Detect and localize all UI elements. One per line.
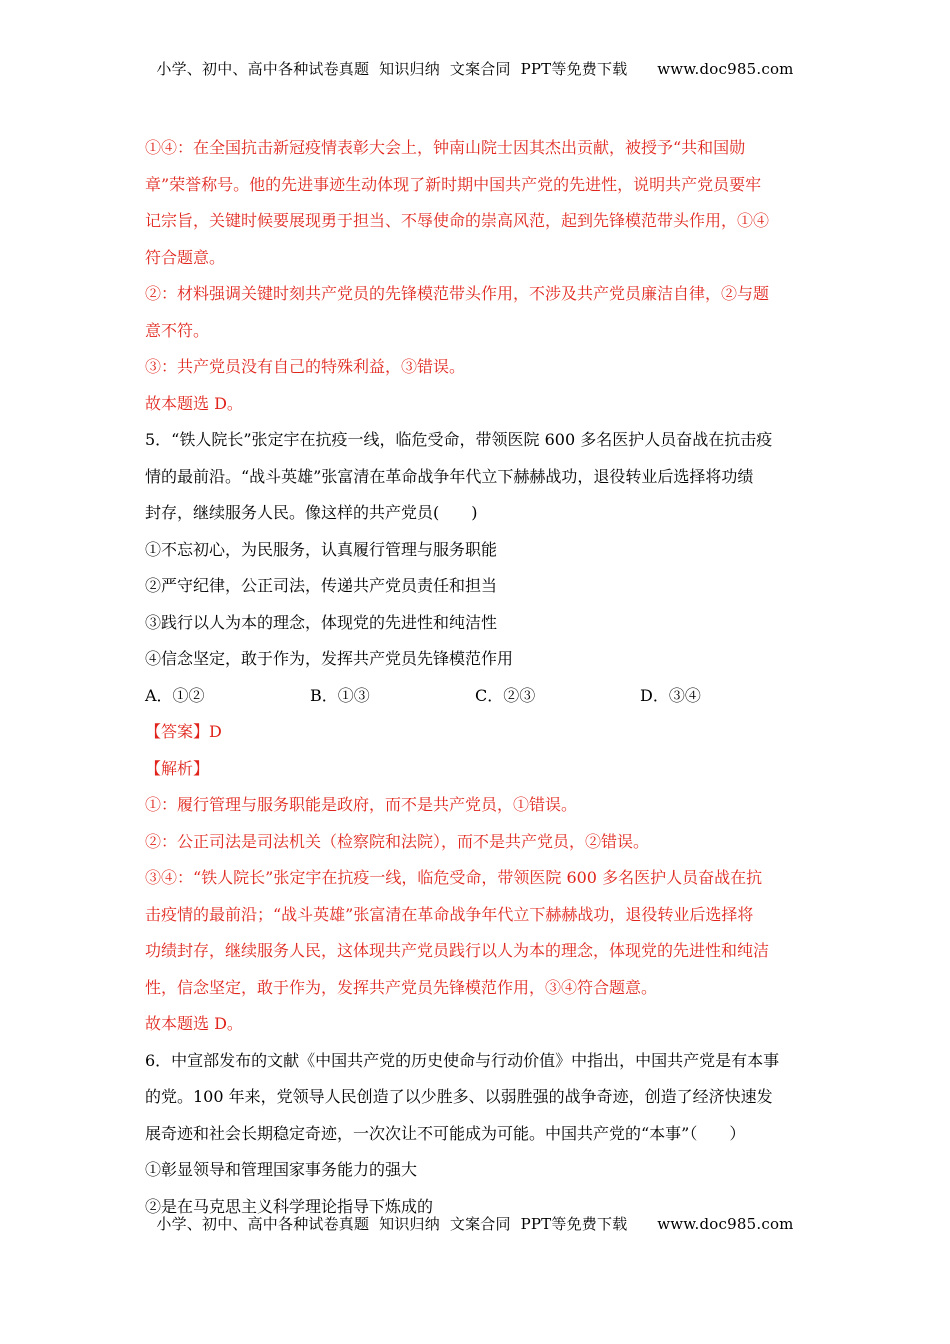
analysis-label: 【解析】 (145, 758, 210, 778)
explanation-line: 记宗旨，关键时候要展现勇于担当、不辱使命的崇高风范，起到先锋模范带头作用，①④ (145, 211, 770, 230)
statement-4: ④信念坚定，敢于作为，发挥共产党员先锋模范作用 (145, 649, 514, 668)
explanation-line: 符合题意。 (145, 247, 226, 267)
document-body (145, 130, 810, 1225)
option-c: C．②③ (475, 685, 536, 705)
explanation-line: ②：材料强调关键时刻共产党员的先锋模范带头作用，不涉及共产党员廉洁自律，②与题 (145, 284, 770, 303)
explanation-line: 意不符。 (145, 320, 210, 340)
question-5 (145, 422, 810, 1043)
analysis-line: 功绩封存，继续服务人民，这体现共产党员践行以人为本的理念，体现党的先进性和纯洁 (145, 941, 770, 960)
question-stem-line: 6．中宣部发布的文献《中国共产党的历史使命与行动价值》中指出，中国共产党是有本事 (145, 1050, 780, 1070)
explanation-line: ③：共产党员没有自己的特殊利益，③错误。 (145, 357, 466, 376)
option-b: B．①③ (310, 685, 370, 705)
statement-1: ①不忘初心，为民服务，认真履行管理与服务职能 (145, 539, 498, 559)
answer-line: 【答案】D (145, 722, 222, 741)
question-6 (145, 1043, 810, 1226)
explanation-line: ①④：在全国抗击新冠疫情表彰大会上，钟南山院士因其杰出贡献，被授予“共和国勋 (145, 138, 746, 157)
statement-1: ①彰显领导和管理国家事务能力的强大 (145, 1160, 418, 1179)
page-header: 小学、初中、高中各种试卷真题 知识归纳 文案合同 PPT等免费下载 www.doc985.com (156, 60, 794, 78)
analysis-line: 击疫情的最前沿；“战斗英雄”张富清在革命战争年代立下赫赫战功，退役转业后选择将 (145, 904, 754, 924)
analysis-line: 性，信念坚定，敢于作为，发挥共产党员先锋模范作用，③④符合题意。 (145, 977, 658, 997)
statement-2: ②是在马克思主义科学理论指导下炼成的 (145, 1196, 434, 1216)
question-stem-line: 的党。100 年来，党领导人民创造了以少胜多、以弱胜强的战争奇迹，创造了经济快速发 (145, 1087, 773, 1106)
option-d: D．③④ (640, 685, 701, 705)
page-footer: 小学、初中、高中各种试卷真题 知识归纳 文案合同 PPT等免费下载 www.doc985.com (156, 1215, 794, 1233)
q4-explanation (145, 130, 810, 422)
analysis-line: ②：公正司法是司法机关（检察院和法院），而不是共产党员，②错误。 (145, 831, 650, 851)
question-stem-line: 封存，继续服务人民。像这样的共产党员( ) (145, 503, 478, 522)
explanation-line: 章”荣誉称号。他的先进事迹生动体现了新时期中国共产党的先进性，说明共产党员要牢 (145, 174, 762, 194)
explanation-conclusion: 故本题选 D。 (145, 393, 243, 413)
question-stem-line: 情的最前沿。“战斗英雄”张富清在革命战争年代立下赫赫战功，退役转业后选择将功绩 (145, 466, 754, 486)
analysis-line: ③④：“铁人院长”张定宇在抗疫一线，临危受命，带领医院 600 多名医护人员奋战在抗 (145, 868, 763, 887)
question-stem-line: 5．“铁人院长”张定宇在抗疫一线，临危受命，带领医院 600 多名医护人员奋战在抗击疫 (145, 430, 773, 449)
question-stem-line: 展奇迹和社会长期稳定奇迹，一次次让不可能成为可能。中国共产党的“本事”（ ） (145, 1123, 746, 1143)
answer-options (145, 678, 810, 715)
analysis-line: ①：履行管理与服务职能是政府，而不是共产党员，①错误。 (145, 795, 578, 814)
statement-3: ③践行以人为本的理念，体现党的先进性和纯洁性 (145, 612, 498, 632)
analysis-conclusion: 故本题选 D。 (145, 1014, 243, 1033)
option-a: A．①② (145, 685, 205, 705)
statement-2: ②严守纪律，公正司法，传递共产党员责任和担当 (145, 576, 498, 595)
